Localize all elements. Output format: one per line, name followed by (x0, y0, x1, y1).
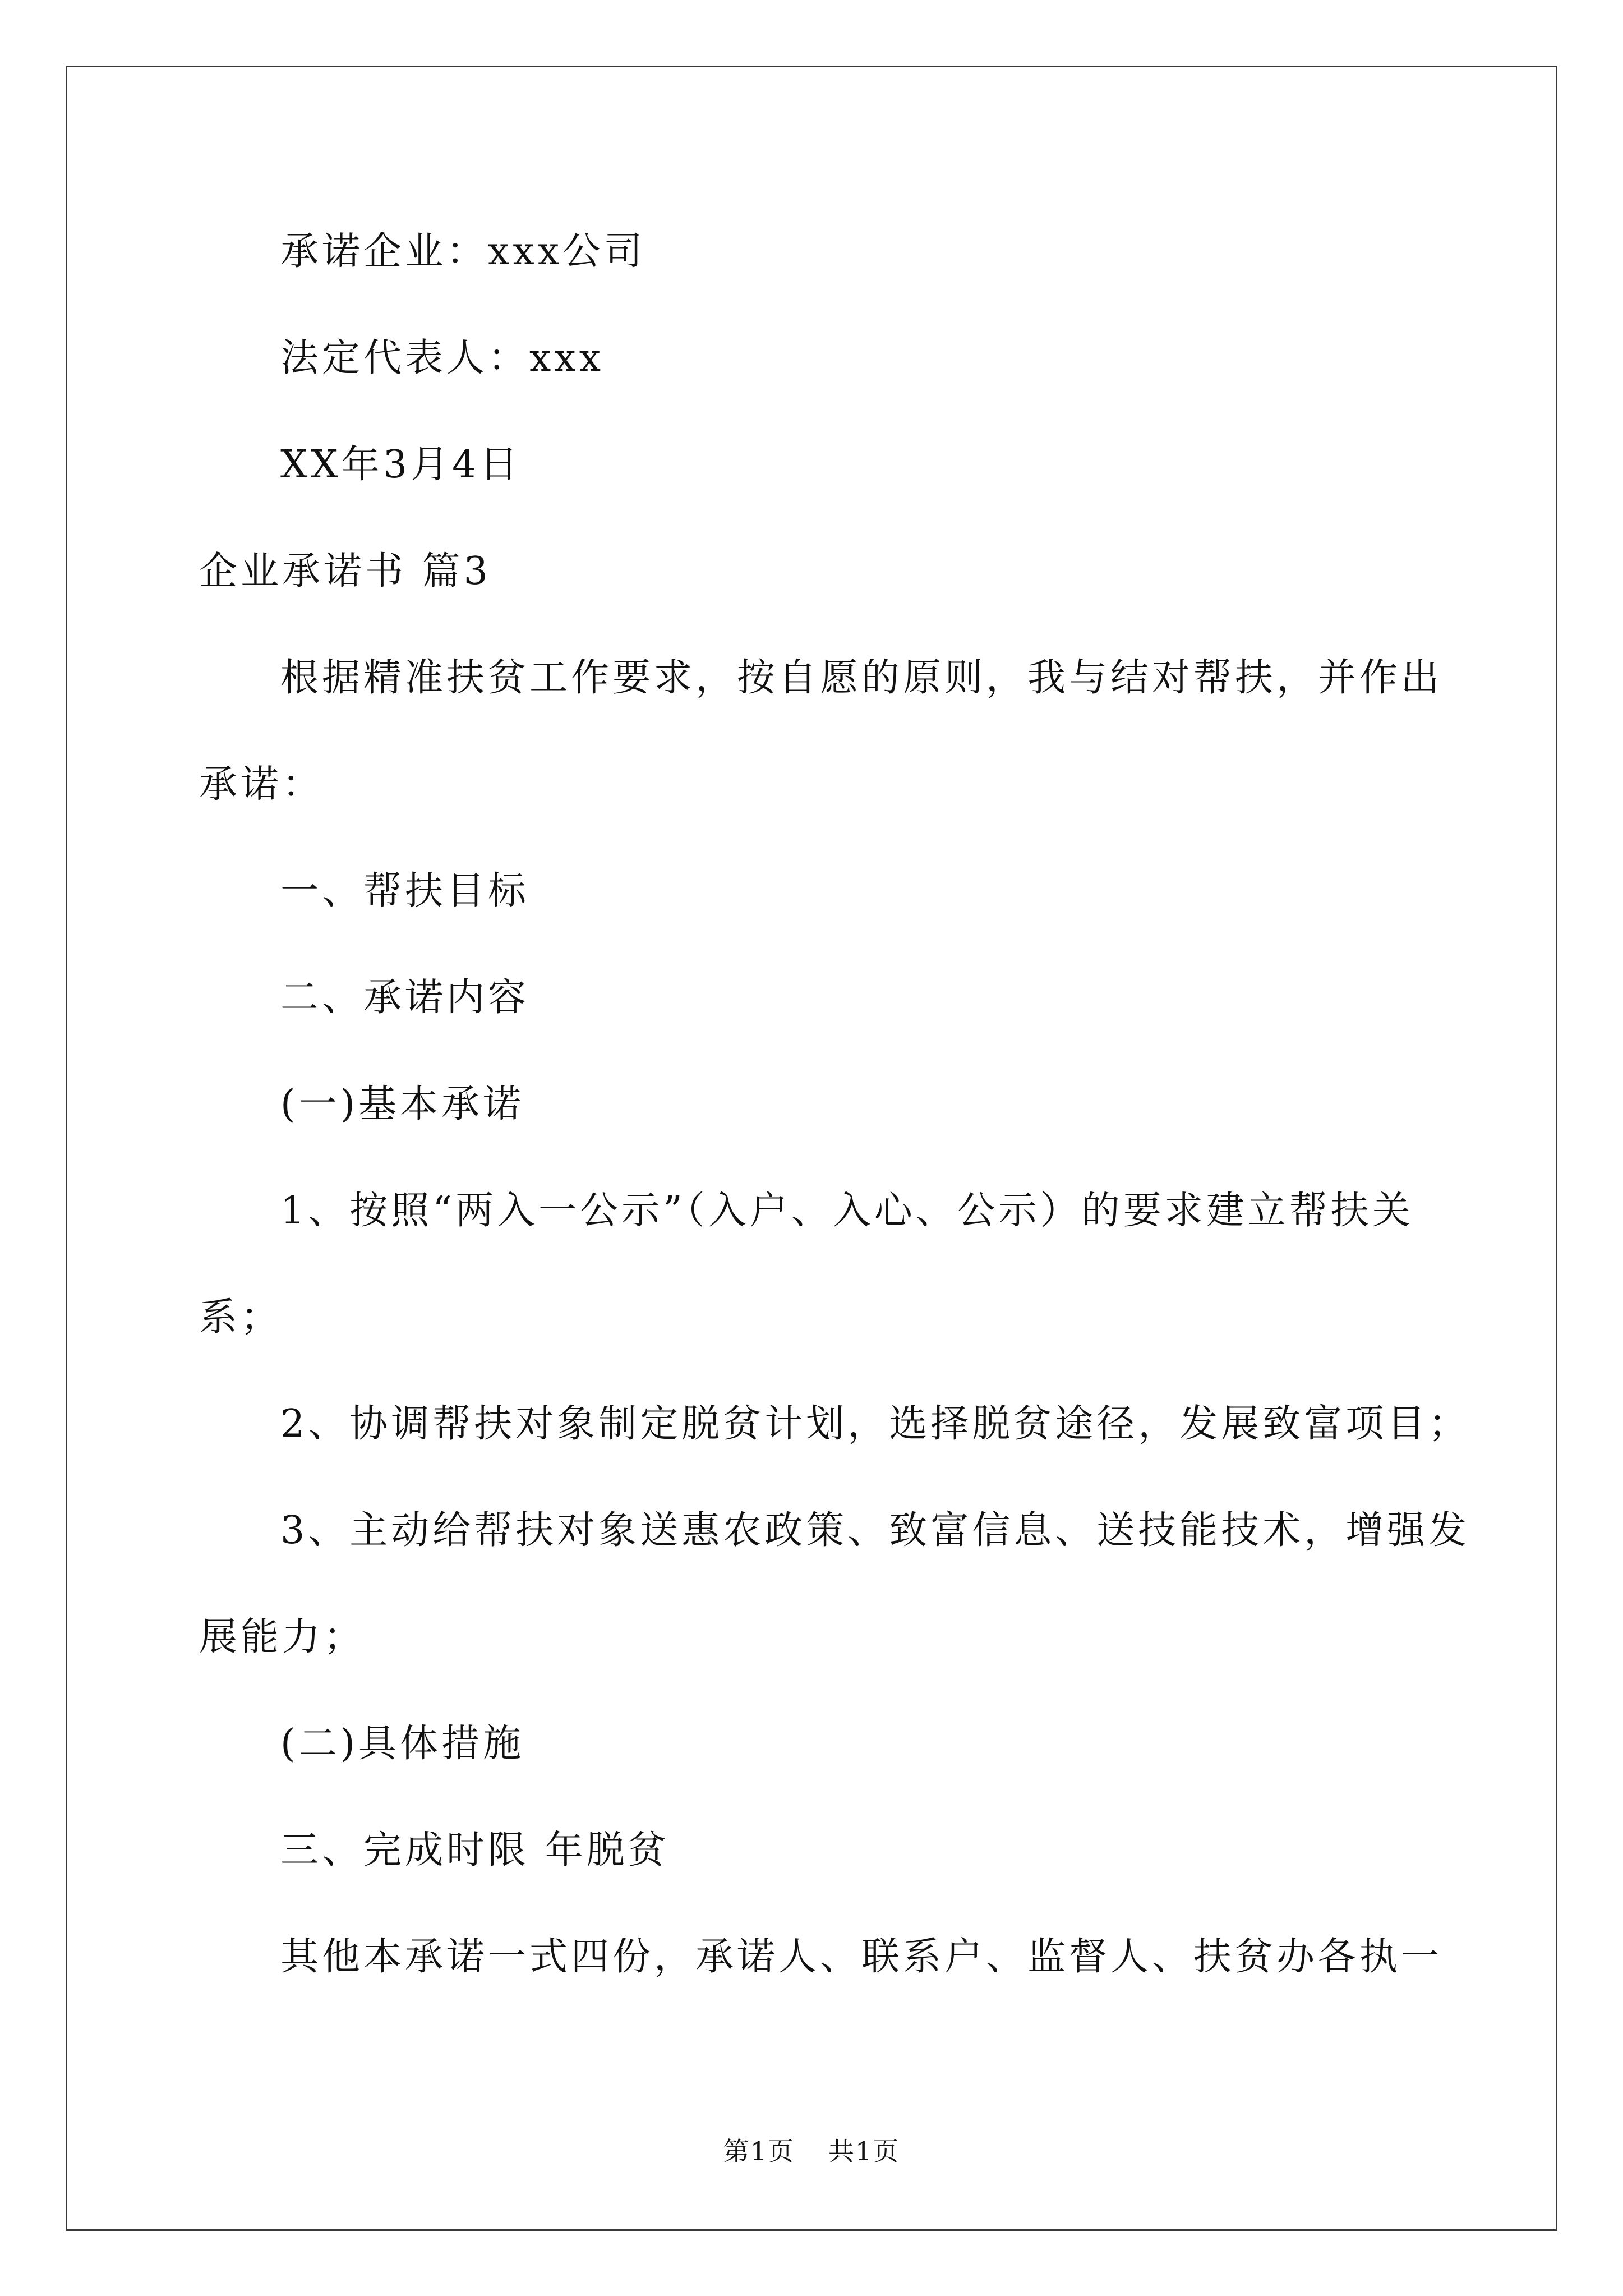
legal-representative-line: 法定代表人：xxx (280, 336, 605, 380)
paragraph-line: 3、主动给帮扶对象送惠农政策、致富信息、送技能技术，增强发 (280, 1508, 1470, 1553)
section-heading: 企业承诺书 篇3 (199, 549, 491, 593)
page-total: 共1页 (828, 2136, 900, 2166)
promise-company-line: 承诺企业：xxx公司 (280, 229, 646, 274)
paragraph-line: 承诺： (199, 762, 324, 807)
item-heading: 三、完成时限 年脱贫 (280, 1828, 670, 1872)
paragraph-line: 2、协调帮扶对象制定脱贫计划，选择脱贫途径，发展致富项目； (280, 1402, 1470, 1446)
page-border (66, 66, 1557, 2231)
paragraph-line: 其他本承诺一式四份，承诺人、联系户、监督人、扶贫办各执一 (280, 1935, 1443, 1979)
paragraph-line: 展能力； (199, 1615, 366, 1659)
paragraph-line: 系； (199, 1295, 283, 1340)
paragraph-line: 1、按照“两入一公示”（入户、入心、公示）的要求建立帮扶关 (280, 1189, 1414, 1233)
paragraph-line: 根据精准扶贫工作要求，按自愿的原则，我与结对帮扶，并作出 (280, 656, 1443, 700)
item-heading: 一、帮扶目标 (280, 869, 530, 913)
subitem-heading: (一)基本承诺 (280, 1082, 525, 1126)
item-heading: 二、承诺内容 (280, 976, 530, 1020)
page-number: 第1页 (723, 2136, 795, 2166)
page-footer (0, 2138, 1623, 2164)
date-line: XX年3月4日 (280, 443, 522, 487)
subitem-heading: (二)具体措施 (280, 1722, 525, 1766)
